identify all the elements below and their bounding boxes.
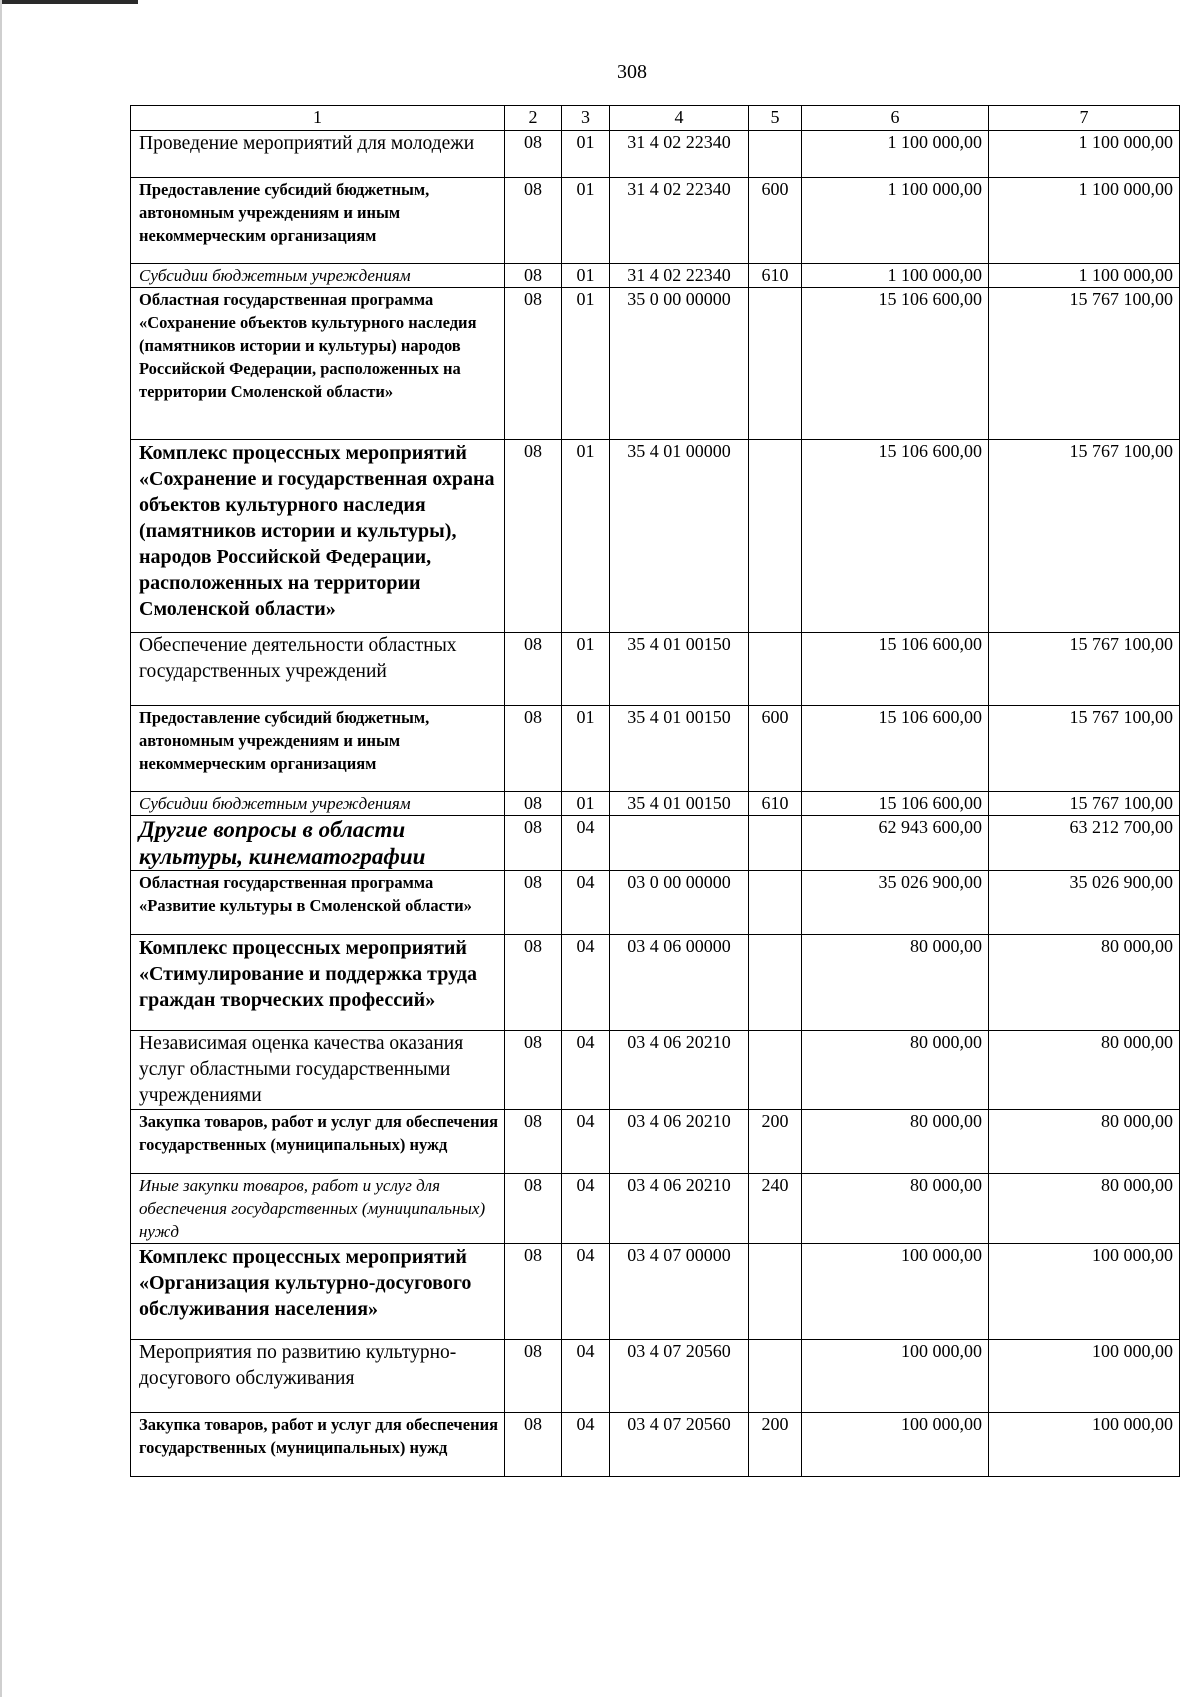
row-amount-year1-cell: 80 000,00 — [802, 935, 989, 1031]
header-col-5: 5 — [749, 106, 802, 131]
row-target-code-cell: 03 0 00 00000 — [610, 871, 749, 935]
row-amount-year1-cell: 100 000,00 — [802, 1244, 989, 1340]
row-name: Комплекс процессных мероприятий «Сохранение и государственная охрана объектов культурного наследия (памятников истории и культуры), народов Российской Федерации, расположенных на территории Смоленской области» — [139, 442, 495, 620]
row-section-cell: 08 — [505, 178, 562, 264]
row-name-cell — [131, 1340, 505, 1413]
budget-table — [130, 105, 1180, 1477]
table-row — [131, 871, 1180, 935]
row-name: Закупка товаров, работ и услуг для обеспечения государственных (муниципальных) нужд — [139, 1415, 499, 1457]
table-row — [131, 1413, 1180, 1477]
row-expense-type-cell: 600 — [749, 178, 802, 264]
row-section-cell: 08 — [505, 816, 562, 871]
table-row — [131, 935, 1180, 1031]
row-amount-year2-cell: 1 100 000,00 — [989, 264, 1180, 288]
row-expense-type-cell — [749, 1244, 802, 1340]
row-amount-year1-cell: 1 100 000,00 — [802, 264, 989, 288]
row-name: Субсидии бюджетным учреждениям — [139, 266, 411, 285]
row-name: Иные закупки товаров, работ и услуг для обеспечения государственных (муниципальных) нужд — [139, 1176, 486, 1241]
row-name-cell — [131, 1110, 505, 1174]
row-amount-year1-cell: 15 106 600,00 — [802, 792, 989, 816]
row-name: Предоставление субсидий бюджетным, автономным учреждениям и иным некоммерческим организациям — [139, 180, 430, 245]
row-name-cell — [131, 1174, 505, 1244]
row-name: Субсидии бюджетным учреждениям — [139, 794, 411, 813]
row-target-code-cell: 03 4 07 00000 — [610, 1244, 749, 1340]
row-name: Проведение мероприятий для молодежи — [139, 133, 475, 154]
row-expense-type-cell — [749, 440, 802, 633]
row-expense-type-cell: 200 — [749, 1413, 802, 1477]
row-amount-year2-cell: 1 100 000,00 — [989, 178, 1180, 264]
row-amount-year1-cell: 100 000,00 — [802, 1340, 989, 1413]
row-amount-year1-cell: 15 106 600,00 — [802, 440, 989, 633]
page-edge-line — [0, 0, 2, 1697]
row-name-cell — [131, 871, 505, 935]
row-subsection-cell: 01 — [562, 178, 610, 264]
row-section-cell: 08 — [505, 1244, 562, 1340]
table-row — [131, 178, 1180, 264]
row-amount-year1-cell: 35 026 900,00 — [802, 871, 989, 935]
row-amount-year1-cell: 15 106 600,00 — [802, 288, 989, 440]
row-subsection-cell: 04 — [562, 1031, 610, 1110]
row-name: Областная государственная программа «Развитие культуры в Смоленской области» — [139, 873, 472, 915]
row-subsection-cell: 04 — [562, 871, 610, 935]
row-name: Обеспечение деятельности областных государственных учреждений — [139, 635, 457, 682]
row-target-code-cell: 03 4 06 00000 — [610, 935, 749, 1031]
row-name-cell — [131, 935, 505, 1031]
row-target-code-cell: 35 4 01 00000 — [610, 440, 749, 633]
row-name-cell — [131, 1031, 505, 1110]
row-amount-year2-cell: 63 212 700,00 — [989, 816, 1180, 871]
row-expense-type-cell — [749, 633, 802, 706]
row-name: Предоставление субсидий бюджетным, автономным учреждениям и иным некоммерческим организациям — [139, 708, 430, 773]
row-amount-year2-cell: 80 000,00 — [989, 1031, 1180, 1110]
row-expense-type-cell: 610 — [749, 792, 802, 816]
row-subsection-cell: 01 — [562, 706, 610, 792]
row-target-code-cell: 03 4 07 20560 — [610, 1413, 749, 1477]
row-section-cell: 08 — [505, 871, 562, 935]
header-col-1: 1 — [131, 106, 505, 131]
row-subsection-cell: 04 — [562, 1244, 610, 1340]
row-subsection-cell: 04 — [562, 1413, 610, 1477]
row-expense-type-cell — [749, 288, 802, 440]
table-body — [131, 131, 1180, 1477]
row-expense-type-cell — [749, 935, 802, 1031]
row-section-cell: 08 — [505, 1174, 562, 1244]
row-expense-type-cell — [749, 871, 802, 935]
row-target-code-cell: 03 4 07 20560 — [610, 1340, 749, 1413]
row-name-cell — [131, 792, 505, 816]
table-row — [131, 633, 1180, 706]
table-row — [131, 440, 1180, 633]
row-target-code-cell: 31 4 02 22340 — [610, 131, 749, 178]
row-amount-year1-cell: 62 943 600,00 — [802, 816, 989, 871]
row-subsection-cell: 04 — [562, 1174, 610, 1244]
row-amount-year1-cell: 15 106 600,00 — [802, 633, 989, 706]
row-amount-year2-cell: 80 000,00 — [989, 1174, 1180, 1244]
row-name: Комплекс процессных мероприятий «Стимулирование и поддержка труда граждан творческих профессий» — [139, 937, 477, 1011]
row-target-code-cell: 31 4 02 22340 — [610, 178, 749, 264]
row-name: Областная государственная программа «Сохранение объектов культурного наследия (памятников истории и культуры) народов Российской Федерации, расположенных на территории Смоленской области» — [139, 290, 477, 401]
row-subsection-cell: 01 — [562, 633, 610, 706]
row-target-code-cell: 35 4 01 00150 — [610, 633, 749, 706]
row-amount-year1-cell: 80 000,00 — [802, 1031, 989, 1110]
row-expense-type-cell — [749, 816, 802, 871]
row-subsection-cell: 01 — [562, 288, 610, 440]
row-amount-year2-cell: 15 767 100,00 — [989, 440, 1180, 633]
row-amount-year2-cell: 35 026 900,00 — [989, 871, 1180, 935]
row-target-code-cell: 03 4 06 20210 — [610, 1110, 749, 1174]
row-section-cell: 08 — [505, 288, 562, 440]
header-col-2: 2 — [505, 106, 562, 131]
row-subsection-cell: 04 — [562, 935, 610, 1031]
row-name-cell — [131, 1413, 505, 1477]
table-row — [131, 706, 1180, 792]
row-expense-type-cell: 200 — [749, 1110, 802, 1174]
table-row — [131, 1244, 1180, 1340]
row-target-code-cell: 35 4 01 00150 — [610, 706, 749, 792]
table-row — [131, 792, 1180, 816]
row-expense-type-cell — [749, 1031, 802, 1110]
row-name-cell — [131, 1244, 505, 1340]
row-amount-year2-cell: 15 767 100,00 — [989, 633, 1180, 706]
row-amount-year2-cell: 80 000,00 — [989, 935, 1180, 1031]
row-amount-year2-cell: 15 767 100,00 — [989, 288, 1180, 440]
row-section-cell: 08 — [505, 792, 562, 816]
row-subsection-cell: 01 — [562, 264, 610, 288]
row-name: Другие вопросы в области культуры, кинематографии — [139, 817, 426, 869]
row-name-cell — [131, 706, 505, 792]
table-row — [131, 816, 1180, 871]
row-amount-year2-cell: 100 000,00 — [989, 1340, 1180, 1413]
row-subsection-cell: 04 — [562, 816, 610, 871]
row-name: Независимая оценка качества оказания услуг областными государственными учреждениями — [139, 1033, 464, 1106]
row-name-cell — [131, 816, 505, 871]
row-section-cell: 08 — [505, 1413, 562, 1477]
row-subsection-cell: 01 — [562, 440, 610, 633]
row-subsection-cell: 01 — [562, 131, 610, 178]
row-target-code-cell — [610, 816, 749, 871]
row-amount-year2-cell: 1 100 000,00 — [989, 131, 1180, 178]
row-name-cell — [131, 264, 505, 288]
header-col-6: 6 — [802, 106, 989, 131]
row-subsection-cell: 01 — [562, 792, 610, 816]
row-target-code-cell: 03 4 06 20210 — [610, 1031, 749, 1110]
row-name: Мероприятия по развитию культурно-досугового обслуживания — [139, 1342, 457, 1389]
row-section-cell: 08 — [505, 935, 562, 1031]
row-amount-year1-cell: 80 000,00 — [802, 1110, 989, 1174]
row-amount-year1-cell: 1 100 000,00 — [802, 131, 989, 178]
row-name-cell — [131, 288, 505, 440]
row-name-cell — [131, 131, 505, 178]
row-expense-type-cell: 610 — [749, 264, 802, 288]
row-amount-year1-cell: 1 100 000,00 — [802, 178, 989, 264]
row-name-cell — [131, 633, 505, 706]
row-amount-year2-cell: 100 000,00 — [989, 1413, 1180, 1477]
header-row — [131, 106, 1180, 131]
page-edge-mark — [0, 0, 138, 4]
row-amount-year1-cell: 80 000,00 — [802, 1174, 989, 1244]
header-col-4: 4 — [610, 106, 749, 131]
header-col-7: 7 — [989, 106, 1180, 131]
row-target-code-cell: 35 0 00 00000 — [610, 288, 749, 440]
row-name: Комплекс процессных мероприятий «Организация культурно-досугового обслуживания населения» — [139, 1246, 472, 1320]
row-section-cell: 08 — [505, 1031, 562, 1110]
table-row — [131, 1110, 1180, 1174]
row-amount-year1-cell: 100 000,00 — [802, 1413, 989, 1477]
table-row — [131, 1340, 1180, 1413]
table-row — [131, 288, 1180, 440]
row-subsection-cell: 04 — [562, 1110, 610, 1174]
row-section-cell: 08 — [505, 1110, 562, 1174]
row-name-cell — [131, 178, 505, 264]
row-section-cell: 08 — [505, 264, 562, 288]
row-target-code-cell: 35 4 01 00150 — [610, 792, 749, 816]
row-expense-type-cell: 240 — [749, 1174, 802, 1244]
row-target-code-cell: 03 4 06 20210 — [610, 1174, 749, 1244]
row-section-cell: 08 — [505, 706, 562, 792]
table-row — [131, 1031, 1180, 1110]
row-section-cell: 08 — [505, 1340, 562, 1413]
row-amount-year2-cell: 15 767 100,00 — [989, 792, 1180, 816]
row-expense-type-cell — [749, 1340, 802, 1413]
row-section-cell: 08 — [505, 131, 562, 178]
row-amount-year1-cell: 15 106 600,00 — [802, 706, 989, 792]
table-row — [131, 131, 1180, 178]
row-expense-type-cell: 600 — [749, 706, 802, 792]
row-subsection-cell: 04 — [562, 1340, 610, 1413]
table-row — [131, 1174, 1180, 1244]
row-name: Закупка товаров, работ и услуг для обеспечения государственных (муниципальных) нужд — [139, 1112, 499, 1154]
row-amount-year2-cell: 100 000,00 — [989, 1244, 1180, 1340]
row-section-cell: 08 — [505, 633, 562, 706]
page-number: 308 — [617, 61, 647, 83]
row-amount-year2-cell: 15 767 100,00 — [989, 706, 1180, 792]
row-expense-type-cell — [749, 131, 802, 178]
row-target-code-cell: 31 4 02 22340 — [610, 264, 749, 288]
row-name-cell — [131, 440, 505, 633]
header-col-3: 3 — [562, 106, 610, 131]
table-row — [131, 264, 1180, 288]
row-section-cell: 08 — [505, 440, 562, 633]
row-amount-year2-cell: 80 000,00 — [989, 1110, 1180, 1174]
